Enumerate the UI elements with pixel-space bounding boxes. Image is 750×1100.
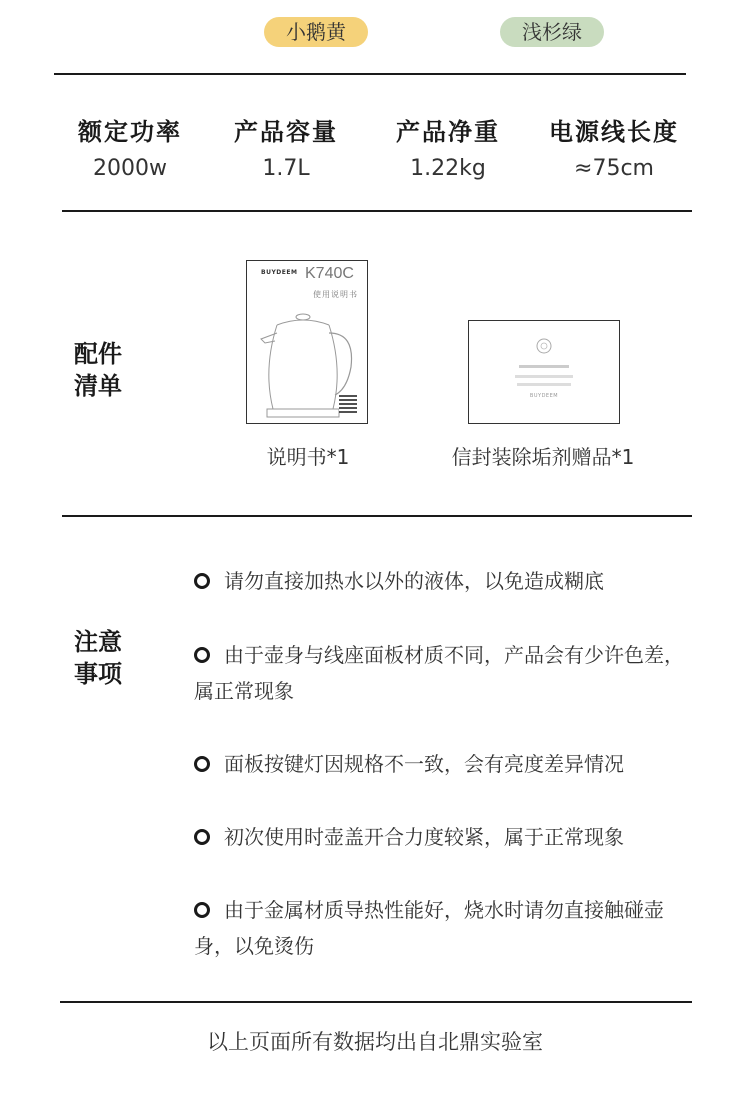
accessories-title [74, 338, 122, 402]
accessories-title-line1: 配件 [74, 340, 122, 368]
note-item [194, 637, 694, 709]
notes-title-line1: 注意 [74, 628, 122, 656]
notes-title [74, 626, 122, 690]
envelope-text-line1 [519, 365, 569, 368]
manual-model: K740C [305, 265, 354, 282]
manual-caption: 说明书*1 [266, 445, 350, 469]
envelope-image [468, 320, 620, 424]
specs-table [50, 112, 700, 192]
envelope-text-line2 [515, 375, 573, 378]
manual-brand: BUYDEEM [261, 269, 298, 276]
manual-image [246, 260, 368, 424]
envelope-text-line3 [517, 383, 571, 386]
bullet-circle-icon [194, 829, 210, 845]
divider-notes [60, 1001, 692, 1003]
spec-value-weight: 1.22kg [410, 156, 486, 181]
note-text: 面板按键灯因规格不一致，会有亮度差异情况 [224, 752, 624, 776]
notes-title-line2: 事项 [74, 660, 122, 688]
note-text: 由于金属材质导热性能好，烧水时请勿直接触碰壶身，以免烫伤 [194, 898, 664, 958]
spec-value-capacity: 1.7L [262, 156, 310, 181]
note-item [194, 892, 694, 964]
color-option-yellow[interactable]: 小鹅黄 [264, 17, 368, 47]
note-item [194, 563, 694, 599]
qr-code-icon [339, 395, 357, 413]
bullet-circle-icon [194, 756, 210, 772]
divider-accessories [62, 515, 692, 517]
note-item [194, 819, 694, 855]
spec-label-capacity: 产品容量 [234, 118, 338, 146]
divider-specs [62, 210, 692, 212]
spec-value-cord-length: ≈75cm [574, 156, 654, 181]
color-option-green[interactable]: 浅杉绿 [500, 17, 604, 47]
accessories-title-line2: 清单 [74, 372, 122, 400]
divider-top [54, 73, 686, 75]
spec-label-weight: 产品净重 [396, 118, 500, 146]
manual-subtitle: 使用说明书 [313, 290, 358, 299]
footer-note: 以上页面所有数据均出自北鼎实验室 [207, 1030, 543, 1054]
bullet-circle-icon [194, 902, 210, 918]
note-text: 初次使用时壶盖开合力度较紧，属于正常现象 [224, 825, 624, 849]
spec-label-power: 额定功率 [78, 118, 182, 146]
spec-value-power: 2000w [93, 156, 167, 181]
note-text: 请勿直接加热水以外的液体，以免造成糊底 [224, 569, 604, 593]
note-text: 由于壶身与线座面板材质不同，产品会有少许色差，属正常现象 [194, 643, 684, 703]
bullet-circle-icon [194, 647, 210, 663]
envelope-brand: BUYDEEM [529, 393, 559, 399]
note-item [194, 746, 694, 782]
bullet-circle-icon [194, 573, 210, 589]
envelope-caption: 信封装除垢剂赠品*1 [451, 445, 635, 469]
spec-label-cord-length: 电源线长度 [549, 118, 679, 146]
lemon-icon [535, 337, 553, 355]
